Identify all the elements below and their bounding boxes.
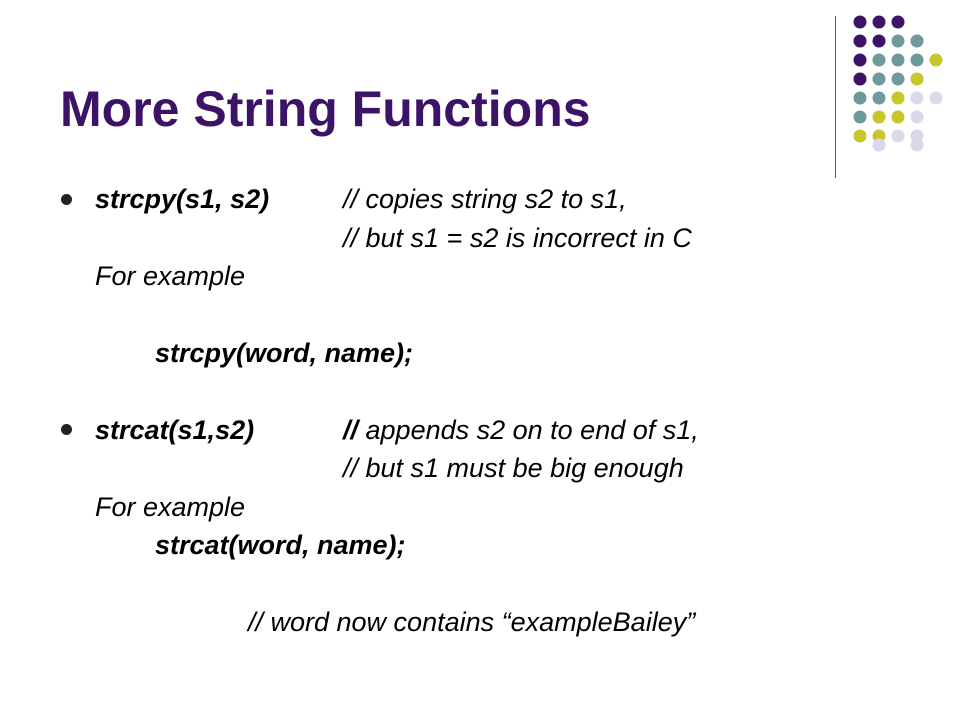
decorative-dot <box>892 111 905 124</box>
decorative-dot <box>892 130 905 143</box>
decorative-dot <box>854 111 867 124</box>
decorative-dot <box>873 35 886 48</box>
comment-strcat-line2: // but s1 must be big enough <box>343 453 684 483</box>
decorative-dot <box>854 35 867 48</box>
decorative-dot <box>892 73 905 86</box>
decorative-dot <box>911 139 924 152</box>
decorative-dot <box>911 35 924 48</box>
example-label-strcpy: For example <box>95 261 246 291</box>
decorative-dot <box>911 73 924 86</box>
example-code-strcat: strcat(word, name); <box>155 530 406 560</box>
decorative-dot <box>892 16 905 29</box>
bullet-icon <box>61 194 72 205</box>
decorative-dot <box>930 54 943 67</box>
comment-strcpy-line2: // but s1 = s2 is incorrect in C <box>343 223 692 253</box>
decorative-dot <box>892 35 905 48</box>
decorative-dot <box>854 16 867 29</box>
decorative-dot <box>873 16 886 29</box>
decorative-dot <box>911 54 924 67</box>
decorative-dot <box>892 92 905 105</box>
result-comment-strcat: // word now contains “exampleBailey” <box>248 607 696 637</box>
bullet-icon <box>61 424 72 435</box>
example-code-strcpy: strcpy(word, name); <box>155 338 414 368</box>
decorative-dot <box>873 54 886 67</box>
decorative-dot <box>892 54 905 67</box>
decorative-dot <box>873 111 886 124</box>
decorative-dot <box>854 130 867 143</box>
decorative-dot <box>854 73 867 86</box>
function-signature-strcat: strcat(s1,s2) <box>95 415 255 445</box>
decorative-dot <box>854 92 867 105</box>
slide-title: More String Functions <box>60 81 591 137</box>
example-label-strcat: For example <box>95 492 246 522</box>
comment-strcat-line1 <box>343 417 699 444</box>
function-signature-strcpy: strcpy(s1, s2) <box>95 184 270 214</box>
comment-strcat-line1-text: appends s2 on to end of s1, <box>358 415 699 445</box>
decorative-dot <box>911 92 924 105</box>
decorative-dot <box>873 73 886 86</box>
decorative-dot <box>911 111 924 124</box>
vertical-divider-line <box>835 16 836 178</box>
decorative-dot <box>873 92 886 105</box>
comment-slashes: // <box>343 415 359 445</box>
decorative-dot <box>873 139 886 152</box>
decorative-dot <box>930 92 943 105</box>
decorative-dot <box>854 54 867 67</box>
comment-strcpy-line1: // copies string s2 to s1, <box>343 184 627 214</box>
